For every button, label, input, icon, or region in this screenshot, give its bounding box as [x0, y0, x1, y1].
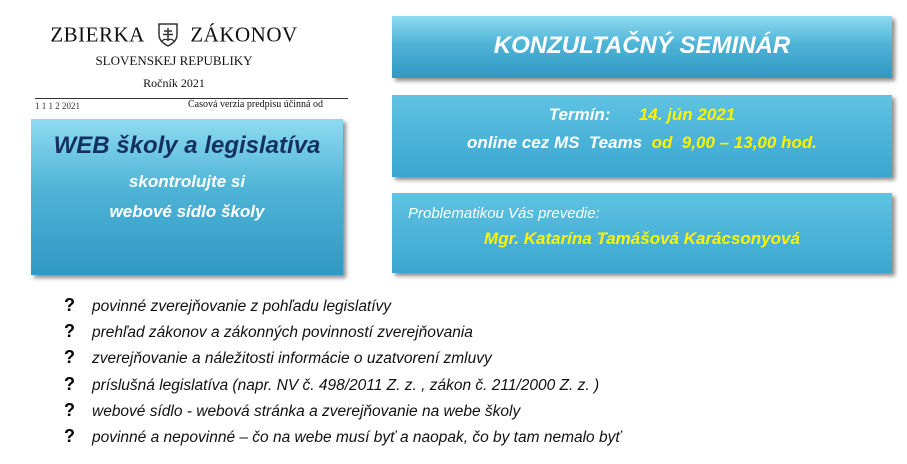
- gazette-title-left: ZBIERKA: [50, 22, 145, 47]
- online-text: online cez MS Teams: [467, 133, 643, 152]
- list-item: [64, 318, 621, 344]
- question-mark-icon: ?: [64, 295, 75, 315]
- topic-text: webové sídlo - webová stránka a zverejňovanie na webe školy: [92, 402, 521, 420]
- question-mark-icon: ?: [64, 347, 75, 368]
- web-box-title: WEB školy a legislatíva: [53, 132, 321, 159]
- web-box-line1: skontrolujte si: [128, 172, 246, 191]
- lecturer-name: Mgr. Katarína Tamášová Karácsonyová: [484, 229, 800, 248]
- time-text: od 9,00 – 13,00 hod.: [651, 133, 817, 152]
- term-row: [392, 105, 892, 125]
- topic-text: zverejňovanie a náležitosti informácie o uzatvorení zmluvy: [92, 350, 492, 368]
- list-item: [64, 423, 621, 449]
- list-item: [64, 397, 621, 423]
- web-legislation-box: [31, 119, 343, 275]
- topic-text: povinné zverejňovanie z pohľadu legislatívy: [92, 298, 392, 315]
- gazette-header-clipping: [0, 0, 348, 112]
- topic-text: príslušná legislatíva (napr. NV č. 498/2011 Z. z. , zákon č. 211/2000 Z. z. ): [92, 376, 600, 394]
- term-label: Termín:: [548, 105, 611, 124]
- question-mark-icon: ?: [64, 321, 75, 342]
- list-item: [64, 344, 621, 370]
- gazette-rule-text: 1 1 1 2 2021: [35, 101, 80, 111]
- gazette-title-right: ZÁKONOV: [190, 22, 298, 47]
- list-item: [64, 371, 621, 397]
- topics-list: [64, 292, 621, 449]
- gazette-title: [0, 21, 348, 48]
- seminar-term-box: [392, 95, 892, 177]
- coat-of-arms-icon: [157, 22, 179, 48]
- question-mark-icon: ?: [64, 399, 75, 420]
- gazette-year: Ročník 2021: [143, 76, 205, 90]
- seminar-title: KONZULTAČNÝ SEMINÁR: [493, 32, 791, 59]
- topic-text: povinné a nepovinné – čo na webe musí byť a naopak, čo by tam nemalo byť: [92, 428, 621, 446]
- lecturer-label: Problematikou Vás prevedie:: [408, 205, 600, 222]
- term-date: 14. jún 2021: [638, 105, 736, 124]
- question-mark-icon: ?: [64, 425, 75, 446]
- gazette-subtitle: SLOVENSKEJ REPUBLIKY: [95, 53, 253, 68]
- gazette-version-note: Časová verzia predpisu účinná od: [188, 99, 323, 110]
- online-row: [392, 133, 892, 153]
- topic-text: prehľad zákonov a zákonných povinností zverejňovania: [92, 324, 473, 342]
- question-mark-icon: ?: [64, 373, 75, 394]
- web-box-line2: webové sídlo školy: [109, 202, 265, 221]
- seminar-title-box: [392, 16, 892, 78]
- lecturer-box: [392, 193, 892, 273]
- list-item: [64, 292, 621, 318]
